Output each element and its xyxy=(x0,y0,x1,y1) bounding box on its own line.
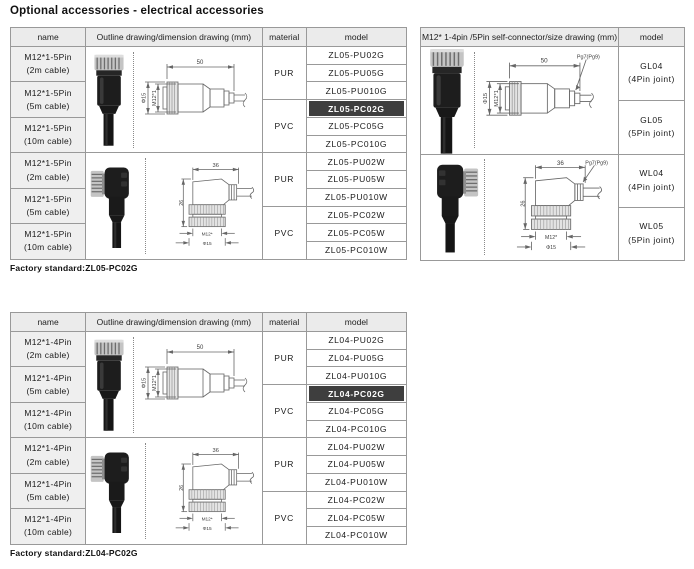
right-angle-connector-photo xyxy=(89,164,141,249)
cable xyxy=(441,117,452,154)
header-name: name xyxy=(11,28,86,47)
model-cell: ZL05-PU010G xyxy=(306,82,406,100)
right-angle-connector-dimension-drawing xyxy=(488,156,610,257)
table-row xyxy=(421,47,685,101)
straight-connector-dimension-drawing xyxy=(137,336,255,434)
dim-diameter-label: Φ15 xyxy=(202,527,212,533)
table-row xyxy=(11,153,407,171)
table-header-row xyxy=(11,28,407,47)
right-angle-connector-dimension-drawing xyxy=(149,444,261,537)
straight-connector-dimension-drawing xyxy=(137,51,255,149)
model-cell: ZL05-PU02G xyxy=(306,47,406,65)
material-cell: PUR xyxy=(262,153,306,206)
model-cell: ZL05-PU02W xyxy=(306,153,406,171)
dim-height-label: 26 xyxy=(520,200,527,208)
dotted-separator xyxy=(484,159,485,255)
straight-connector-photo xyxy=(89,53,129,146)
name-cell: M12*1-4Pin (2m cable) xyxy=(11,332,86,367)
header-drawing: Outline drawing/dimension drawing (mm) xyxy=(86,28,262,47)
model-cell: ZL05-PC02W xyxy=(306,206,406,224)
straight-connector-photo xyxy=(89,338,129,431)
model-cell: ZL05-PC05W xyxy=(306,224,406,242)
dim-height-label: 26 xyxy=(179,200,186,207)
header-model: model xyxy=(306,313,406,332)
dim-length-label: 50 xyxy=(196,59,204,66)
material-cell: PVC xyxy=(262,100,306,153)
name-cell: M12*1-5Pin (10m cable) xyxy=(11,224,86,259)
drawing-cell-angle xyxy=(86,438,262,544)
right-angle-connector-photo xyxy=(89,449,141,534)
model-cell-highlighted xyxy=(306,385,406,403)
model-cell: ZL04-PU02W xyxy=(306,438,406,456)
table-header-row xyxy=(11,313,407,332)
name-cell: M12*1-5Pin (2m cable) xyxy=(11,153,86,188)
dotted-separator xyxy=(145,158,146,254)
dotted-separator xyxy=(133,337,134,433)
dim-length-label: 36 xyxy=(556,160,564,168)
header-material: material xyxy=(262,28,306,47)
gland-label: Pg7(Pg9) xyxy=(576,54,600,61)
header-drawing: Outline drawing/dimension drawing (mm) xyxy=(86,313,262,332)
dotted-separator xyxy=(145,443,146,539)
cable xyxy=(445,224,454,253)
model-cell: ZL04-PC05G xyxy=(306,403,406,421)
name-cell: M12*1-4Pin (2m cable) xyxy=(11,438,86,473)
dim-thread-label: M12* xyxy=(201,232,213,238)
factory-standard-zl05: Factory standard:ZL05-PC02G xyxy=(10,263,138,273)
cable xyxy=(104,114,114,146)
zl04-table xyxy=(10,312,407,545)
page-title: Optional accessories - electrical accessories xyxy=(10,5,264,17)
name-cell: M12*1-4Pin (5m cable) xyxy=(11,473,86,508)
model-cell: ZL04-PU010W xyxy=(306,473,406,491)
table-row xyxy=(11,332,407,350)
dim-diameter-label: Φ15 xyxy=(482,92,489,104)
model-cell: ZL04-PU05W xyxy=(306,456,406,474)
model-cell: ZL04-PU010G xyxy=(306,367,406,385)
dim-thread-label: M12*1 xyxy=(493,89,500,107)
material-cell: PVC xyxy=(262,385,306,438)
joints-table xyxy=(420,27,685,261)
model-cell-highlighted xyxy=(306,100,406,118)
dotted-separator xyxy=(474,52,475,148)
dim-thread-label: M12* xyxy=(201,517,213,523)
factory-standard-zl04: Factory standard:ZL04-PC02G xyxy=(10,548,138,558)
model-cell: ZL04-PC010G xyxy=(306,420,406,438)
model-cell: ZL04-PC05W xyxy=(306,509,406,527)
drawing-cell-angle xyxy=(421,154,619,260)
table-row xyxy=(11,438,407,456)
name-cell: M12*1-4Pin (10m cable) xyxy=(11,403,86,438)
drawing-cell-straight xyxy=(86,332,262,438)
dim-thread-label: M12*1 xyxy=(152,374,159,391)
model-cell: ZL04-PU02G xyxy=(306,332,406,350)
name-cell: M12*1-5Pin (2m cable) xyxy=(11,47,86,82)
straight-connector-photo xyxy=(424,47,470,154)
model-cell: ZL05-PU05G xyxy=(306,64,406,82)
dim-length-label: 36 xyxy=(212,163,220,170)
joint-model-cell: GL04 (4Pin joint) xyxy=(619,47,685,101)
name-cell: M12*1-4Pin (10m cable) xyxy=(11,509,86,544)
cable xyxy=(104,399,114,431)
dim-thread-label: M12*1 xyxy=(152,89,159,106)
drawing-cell-straight xyxy=(421,47,619,155)
dim-length-label: 50 xyxy=(196,344,204,351)
dotted-separator xyxy=(133,52,134,148)
header-name: name xyxy=(11,313,86,332)
drawing-cell-straight xyxy=(86,47,262,153)
highlighted-model: ZL04-PC02G xyxy=(309,386,404,401)
dim-diameter-label: Φ15 xyxy=(546,245,556,252)
name-cell: M12*1-5Pin (5m cable) xyxy=(11,188,86,223)
joint-model-cell: GL05 (5Pin joint) xyxy=(619,100,685,154)
table-row xyxy=(421,154,685,207)
dim-diameter-label: Φ15 xyxy=(141,377,148,388)
highlighted-model: ZL05-PC02G xyxy=(309,101,404,116)
gland-label: Pg7(Pg9) xyxy=(585,160,608,167)
model-cell: ZL05-PC010W xyxy=(306,241,406,259)
material-cell: PVC xyxy=(262,206,306,259)
straight-connector-dimension-drawing xyxy=(478,49,602,152)
dim-length-label: 50 xyxy=(540,57,548,65)
model-cell: ZL04-PU05G xyxy=(306,349,406,367)
name-cell: M12*1-4Pin (5m cable) xyxy=(11,367,86,403)
material-cell: PVC xyxy=(262,491,306,544)
dim-diameter-label: Φ15 xyxy=(202,242,212,248)
header-material: material xyxy=(262,313,306,332)
header-model: model xyxy=(619,28,685,47)
dim-thread-label: M12* xyxy=(545,235,558,242)
header-joint-drawing: M12* 1-4pin /5Pin self-connector/size drawing (mm) xyxy=(421,28,619,47)
dim-diameter-label: Φ15 xyxy=(141,92,148,103)
name-cell: M12*1-5Pin (10m cable) xyxy=(11,118,86,153)
drawing-cell-angle xyxy=(86,153,262,259)
model-cell: ZL04-PC010W xyxy=(306,526,406,544)
header-model: model xyxy=(306,28,406,47)
material-cell: PUR xyxy=(262,47,306,100)
joint-model-cell: WL04 (4Pin joint) xyxy=(619,154,685,207)
cable xyxy=(113,222,122,249)
cable xyxy=(113,507,122,534)
table-row xyxy=(11,47,407,65)
model-cell: ZL05-PU05W xyxy=(306,171,406,189)
model-cell: ZL05-PU010W xyxy=(306,188,406,206)
model-cell: ZL04-PC02W xyxy=(306,491,406,509)
model-cell: ZL05-PC05G xyxy=(306,118,406,136)
name-cell: M12*1-5Pin (5m cable) xyxy=(11,82,86,118)
table-header-row xyxy=(421,28,685,47)
model-cell: ZL05-PC010G xyxy=(306,135,406,153)
material-cell: PUR xyxy=(262,438,306,491)
joint-model-cell: WL05 (5Pin joint) xyxy=(619,207,685,260)
material-cell: PUR xyxy=(262,332,306,385)
right-angle-connector-dimension-drawing xyxy=(149,159,261,252)
zl05-table xyxy=(10,27,407,260)
dim-length-label: 36 xyxy=(212,448,220,455)
right-angle-connector-photo xyxy=(424,161,480,252)
dim-height-label: 26 xyxy=(179,485,186,492)
